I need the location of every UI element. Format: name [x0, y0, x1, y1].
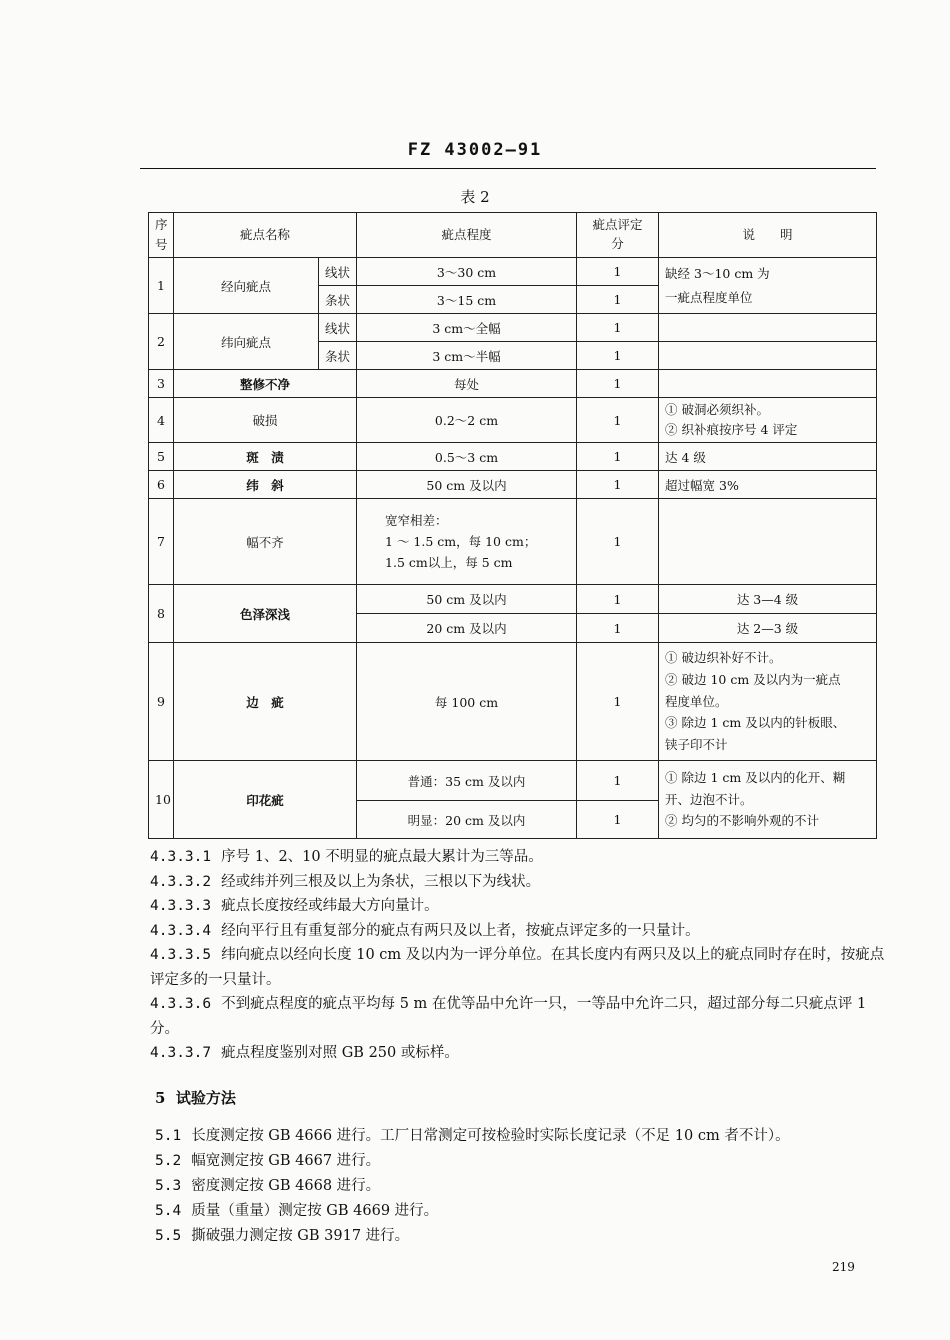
header-score: 疵点评定 分 — [577, 213, 659, 258]
note-item: 4.3.3.5 纬向疵点以经向长度 10 cm 及以内为一评分单位。在其长度内有两只及以上的疵点同时存在时，按疵点评定多的一只量计。 — [150, 947, 885, 988]
table-row: 8 色泽深浅 50 cm 及以内 1 达 3—4 级 — [149, 585, 877, 614]
test-item: 5.3 密度测定按 GB 4668 进行。 — [155, 1178, 381, 1194]
note-item: 4.3.3.6 不到疵点程度的疵点平均每 5 m 在优等品中允许一只，一等品中允许二只，超过部分每二只疵点评 1 分。 — [150, 996, 867, 1037]
test-item: 5.2 幅宽测定按 GB 4667 进行。 — [155, 1153, 381, 1169]
table-row: 条状 3 cm～半幅 1 — [149, 342, 877, 370]
test-methods — [155, 1124, 875, 1249]
page-header: FZ 43002—91 — [407, 140, 543, 160]
test-item: 5.5 撕破强力测定按 GB 3917 进行。 — [155, 1228, 410, 1244]
test-item: 5.4 质量（重量）测定按 GB 4669 进行。 — [155, 1203, 439, 1219]
note-item: 4.3.3.7 疵点程度鉴别对照 GB 250 或标样。 — [150, 1045, 459, 1061]
defect-table — [148, 212, 877, 839]
header-note: 说 明 — [659, 213, 877, 258]
note-item: 4.3.3.3 疵点长度按经或纬最大方向量计。 — [150, 898, 439, 914]
section-heading: 5 试验方法 — [155, 1089, 236, 1107]
table-row: 6 纬 斜 50 cm 及以内 1 超过幅宽 3% — [149, 471, 877, 499]
test-item: 5.1 长度测定按 GB 4666 进行。工厂日常测定可按检验时实际长度记录（不足 10 cm 者不计）。 — [155, 1128, 790, 1144]
table-row: 2 纬向疵点 线状 3 cm～全幅 1 — [149, 314, 877, 342]
table-row: 条状 3～15 cm 1 — [149, 286, 877, 314]
header-rule — [140, 168, 876, 169]
table-row: 7 幅不齐 宽窄相差： 1 ～ 1.5 cm，每 10 cm； 1.5 cm以上，每 5 cm 1 — [149, 499, 877, 585]
table-row: 1 经向疵点 线状 3～30 cm 1 缺经 3～10 cm 为 一疵点程度单位 — [149, 258, 877, 286]
page-number: 219 — [832, 1260, 855, 1274]
table-row: 明显：20 cm 及以内 1 — [149, 801, 877, 839]
note-item: 4.3.3.1 序号 1、2、10 不明显的疵点最大累计为三等品。 — [150, 849, 543, 865]
table-caption: 表 2 — [460, 188, 490, 206]
table-row: 5 斑 渍 0.5～3 cm 1 达 4 级 — [149, 443, 877, 471]
note-item: 4.3.3.4 经向平行且有重复部分的疵点有两只及以上者，按疵点评定多的一只量计。 — [150, 922, 700, 939]
table-row: 10 印花疵 普通：35 cm 及以内 1 ① 除边 1 cm 及以内的化开、糊 开、边泡不计。 ② 均匀的不影响外观的不计 — [149, 761, 877, 801]
header-name: 疵点名称 — [174, 213, 357, 258]
table-row: 3 整修不净 每处 1 — [149, 370, 877, 398]
clause-notes — [150, 845, 885, 1066]
header-seq: 序 号 — [149, 213, 174, 258]
header-degree: 疵点程度 — [357, 213, 577, 258]
table-header-row — [149, 213, 877, 258]
note-item: 4.3.3.2 经或纬并列三根及以上为条状，三根以下为线状。 — [150, 873, 541, 890]
table-row: 20 cm 及以内 1 达 2—3 级 — [149, 614, 877, 643]
table-row: 9 边 疵 每 100 cm 1 ① 破边织补好不计。 ② 破边 10 cm 及以内为一疵点 程度单位。 ③ 除边 1 cm 及以内的针板眼、 铗子印不计 — [149, 643, 877, 761]
table-row: 4 破损 0.2～2 cm 1 ① 破洞必须织补。 ② 织补痕按序号 4 评定 — [149, 398, 877, 443]
